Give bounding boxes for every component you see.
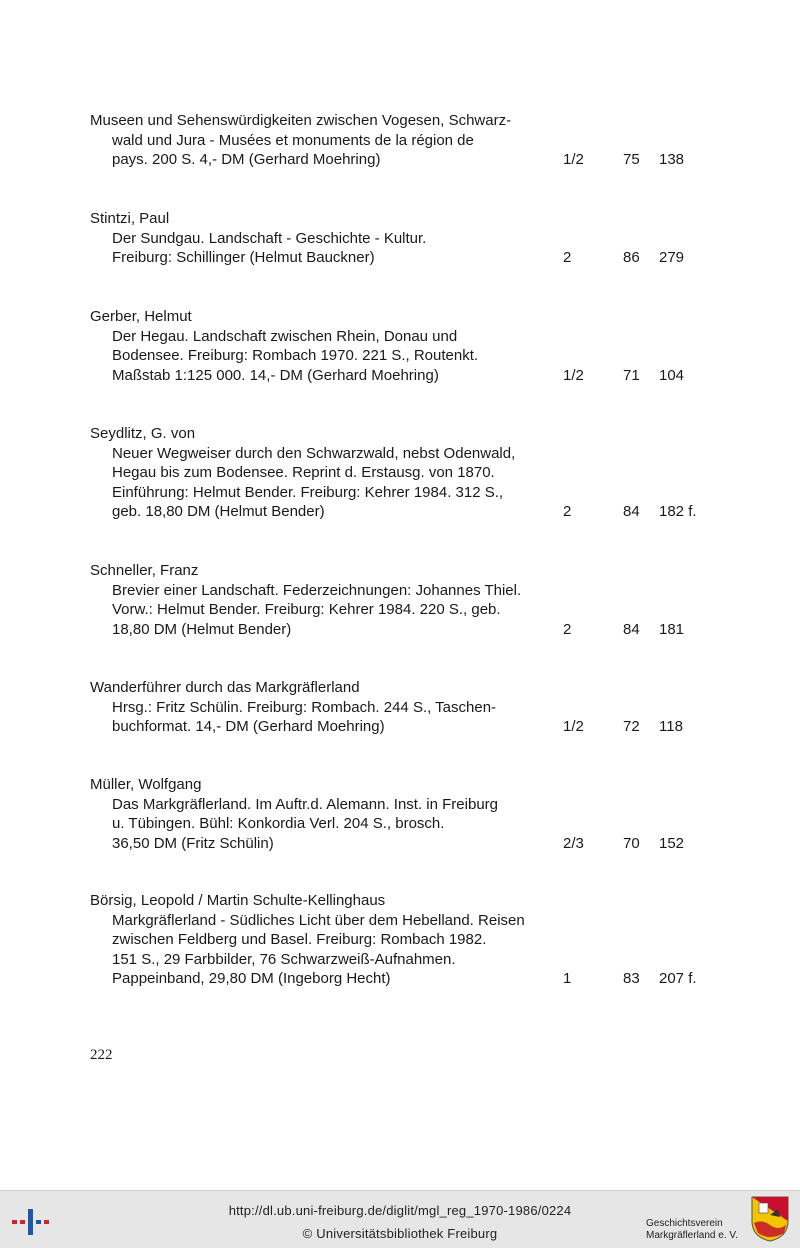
entry-rating: 2/3 — [563, 834, 584, 852]
entry-heading: Museen und Sehenswürdigkeiten zwischen Vogesen, Schwarz- — [90, 112, 512, 129]
society-name-line: Markgräflerland e. V. — [646, 1230, 738, 1241]
entry-last-text: Maßstab 1:125 000. 14,- DM (Gerhard Moehring) — [112, 366, 439, 384]
entry-rating: 2 — [563, 620, 572, 638]
bibliography-entry — [90, 424, 710, 522]
entry-volume: 86 — [623, 249, 640, 266]
society-name-line: Geschichtsverein — [646, 1218, 723, 1229]
entry-last-line — [90, 969, 710, 989]
entry-last-line — [90, 248, 710, 268]
markgraeflerland-crest-icon[interactable] — [750, 1195, 790, 1243]
document-url-link[interactable]: http://dl.ub.uni-freiburg.de/diglit/mgl_reg_1970-1986/0224 — [228, 1203, 572, 1218]
bibliography-entry — [90, 111, 710, 170]
entry-page: 182 f. — [659, 503, 697, 520]
entry-last-line — [90, 366, 710, 386]
entry-heading: Wanderführer durch das Markgräflerland — [90, 679, 360, 696]
entry-volume: 72 — [623, 718, 640, 735]
entry-line: 151 S., 29 Farbbilder, 76 Schwarzweiß-Aufnahmen. — [112, 950, 456, 968]
bibliography-entry — [90, 678, 710, 737]
entry-volume: 84 — [623, 620, 640, 638]
entry-line: Bodensee. Freiburg: Rombach 1970. 221 S., Routenkt. — [112, 347, 479, 364]
entry-heading: Gerber, Helmut — [90, 308, 192, 325]
entry-volume: 84 — [623, 503, 640, 520]
society-name — [646, 1218, 738, 1242]
entry-volume: 71 — [623, 366, 640, 384]
entry-page: 181 — [659, 620, 685, 638]
entry-last-text: buchformat. 14,- DM (Gerhard Moehring) — [112, 718, 385, 735]
entry-last-line — [90, 620, 710, 640]
entry-line: Das Markgräflerland. Im Auftr.d. Alemann. Inst. in Freiburg — [112, 795, 499, 813]
entry-line: Neuer Wegweiser durch den Schwarzwald, nebst Odenwald, — [112, 444, 516, 462]
entry-page: 138 — [659, 151, 685, 168]
entry-line: Vorw.: Helmut Bender. Freiburg: Kehrer 1984. 220 S., geb. — [112, 601, 501, 618]
entry-heading: Seydlitz, G. von — [90, 425, 196, 442]
bibliography-entry — [90, 891, 710, 989]
entry-heading: Müller, Wolfgang — [90, 776, 202, 793]
bibliography-entry — [90, 209, 710, 268]
entry-rating: 1/2 — [563, 151, 584, 168]
entry-line: Hegau bis zum Bodensee. Reprint d. Erstausg. von 1870. — [112, 464, 495, 481]
entry-last-text: Freiburg: Schillinger (Helmut Bauckner) — [112, 249, 375, 266]
entry-rating: 1 — [563, 970, 572, 987]
viewer-footer — [0, 1190, 800, 1248]
entry-last-line — [90, 502, 710, 522]
entry-rating: 1/2 — [563, 366, 584, 384]
entry-line: Hrsg.: Fritz Schülin. Freiburg: Rombach. 244 S., Taschen- — [112, 698, 497, 716]
entry-line: u. Tübingen. Bühl: Konkordia Verl. 204 S., brosch. — [112, 815, 445, 832]
entry-line: Der Hegau. Landschaft zwischen Rhein, Donau und — [112, 327, 458, 345]
entry-line: Brevier einer Landschaft. Federzeichnungen: Johannes Thiel. — [112, 581, 522, 599]
entry-heading: Börsig, Leopold / Martin Schulte-Kellinghaus — [90, 892, 386, 909]
entry-line: Einführung: Helmut Bender. Freiburg: Kehrer 1984. 312 S., — [112, 483, 504, 501]
copyright-notice: © Universitätsbibliothek Freiburg — [302, 1226, 498, 1241]
entry-last-text: 18,80 DM (Helmut Bender) — [112, 620, 292, 638]
entry-volume: 70 — [623, 834, 640, 852]
entry-rating: 2 — [563, 503, 572, 520]
entry-last-text: 36,50 DM (Fritz Schülin) — [112, 834, 274, 852]
entry-rating: 1/2 — [563, 718, 584, 735]
entry-page: 152 — [659, 834, 685, 852]
page-number: 222 — [90, 1047, 113, 1063]
entry-last-text: geb. 18,80 DM (Helmut Bender) — [112, 503, 325, 520]
bibliography-entry — [90, 307, 710, 385]
entry-heading: Schneller, Franz — [90, 562, 199, 579]
entry-heading: Stintzi, Paul — [90, 210, 170, 227]
entry-volume: 83 — [623, 970, 640, 987]
entry-line: wald und Jura - Musées et monuments de la région de — [112, 131, 474, 149]
entry-line: Der Sundgau. Landschaft - Geschichte - Kultur. — [112, 229, 427, 247]
entry-page: 207 f. — [659, 970, 697, 987]
entry-last-line — [90, 717, 710, 737]
entry-last-text: pays. 200 S. 4,- DM (Gerhard Moehring) — [112, 151, 381, 168]
entry-rating: 2 — [563, 249, 572, 266]
entry-last-line — [90, 834, 710, 854]
entry-page: 279 — [659, 249, 685, 266]
entry-volume: 75 — [623, 151, 640, 168]
bibliography-entry — [90, 561, 710, 639]
entry-page: 118 — [659, 718, 683, 735]
bibliography-entry — [90, 775, 710, 853]
entry-last-line — [90, 150, 710, 170]
entry-last-text: Pappeinband, 29,80 DM (Ingeborg Hecht) — [112, 970, 391, 987]
entry-line: Markgräflerland - Südliches Licht über dem Hebelland. Reisen — [112, 911, 525, 929]
entry-line: zwischen Feldberg und Basel. Freiburg: Rombach 1982. — [112, 931, 487, 948]
entry-page: 104 — [659, 366, 685, 384]
